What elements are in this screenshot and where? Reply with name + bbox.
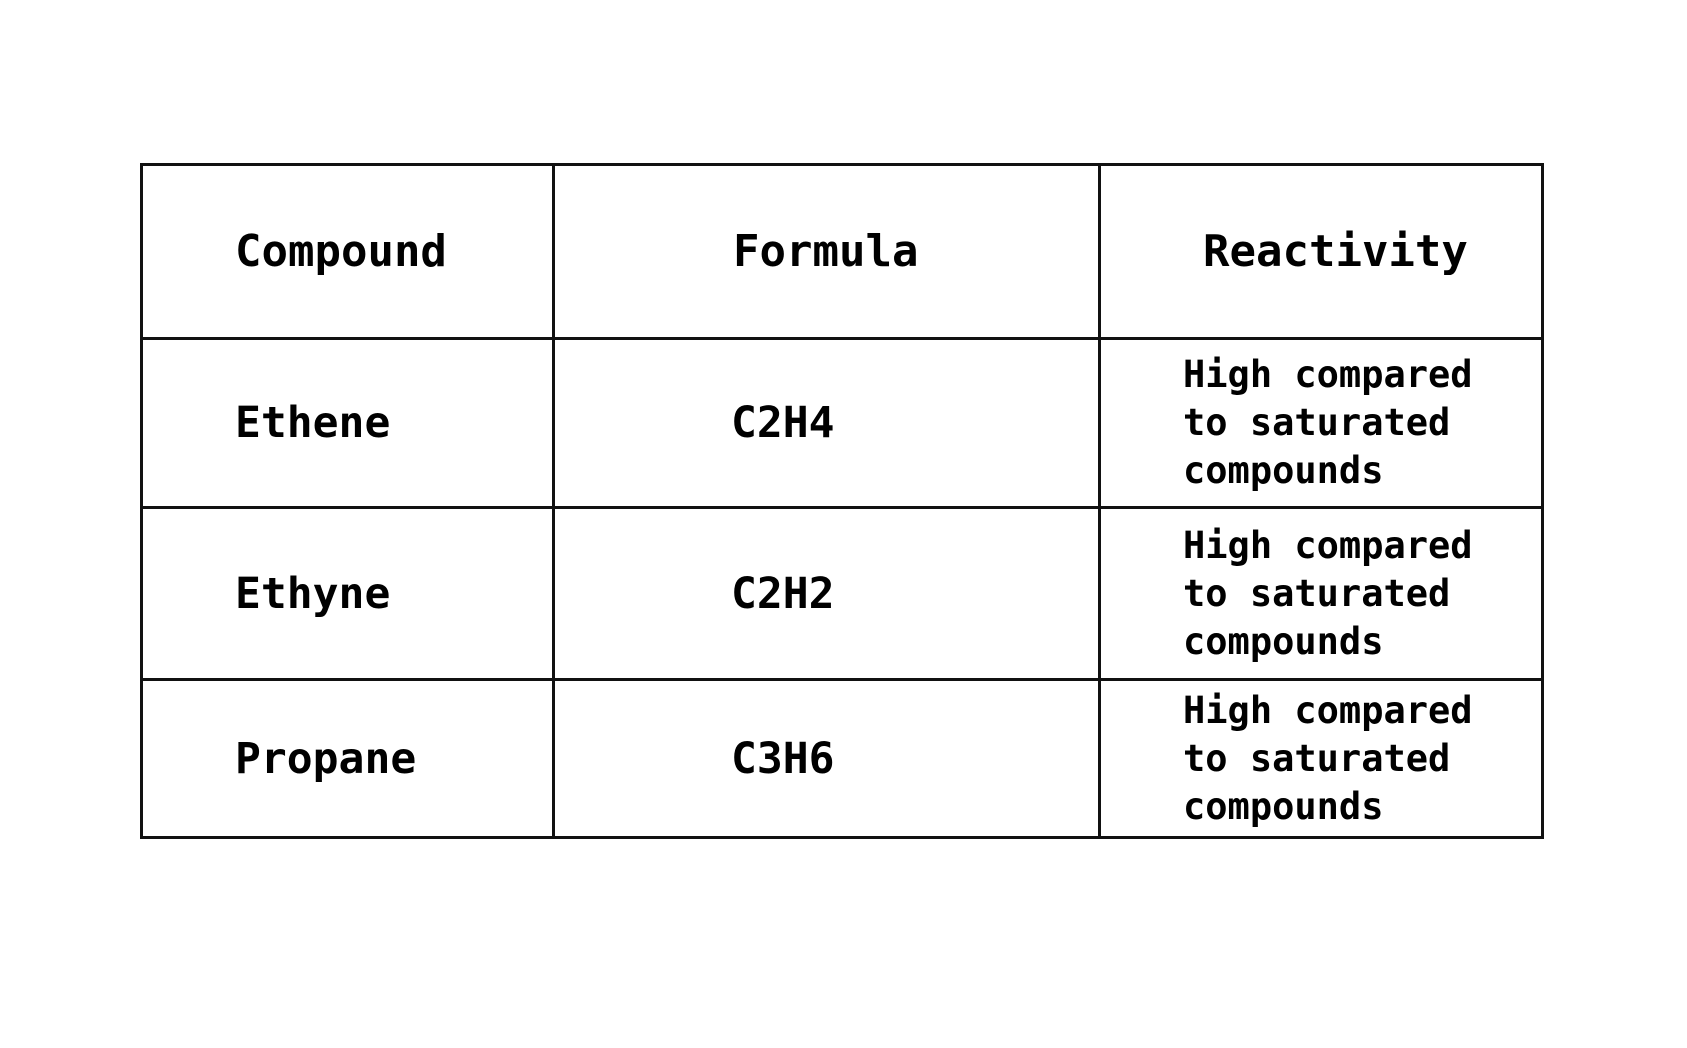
table-container — [140, 163, 1541, 836]
reactivity-text: High compared to saturated compounds — [1183, 523, 1473, 663]
header-row — [142, 165, 1543, 339]
header-reactivity: Reactivity — [1100, 165, 1543, 339]
table-row — [142, 339, 1543, 508]
reactivity-cell — [1100, 680, 1543, 838]
compounds-table — [140, 163, 1544, 839]
compound-cell: Ethyne — [142, 508, 554, 680]
formula-cell: C2H4 — [554, 339, 1100, 508]
table-row — [142, 680, 1543, 838]
reactivity-text: High compared to saturated compounds — [1183, 353, 1473, 492]
formula-cell: C3H6 — [554, 680, 1100, 838]
reactivity-text: High compared to saturated compounds — [1183, 688, 1473, 828]
reactivity-cell — [1100, 508, 1543, 680]
formula-cell: C2H2 — [554, 508, 1100, 680]
header-formula: Formula — [554, 165, 1100, 339]
table-row — [142, 508, 1543, 680]
compound-cell: Ethene — [142, 339, 554, 508]
reactivity-cell — [1100, 339, 1543, 508]
header-compound: Compound — [142, 165, 554, 339]
compound-cell: Propane — [142, 680, 554, 838]
